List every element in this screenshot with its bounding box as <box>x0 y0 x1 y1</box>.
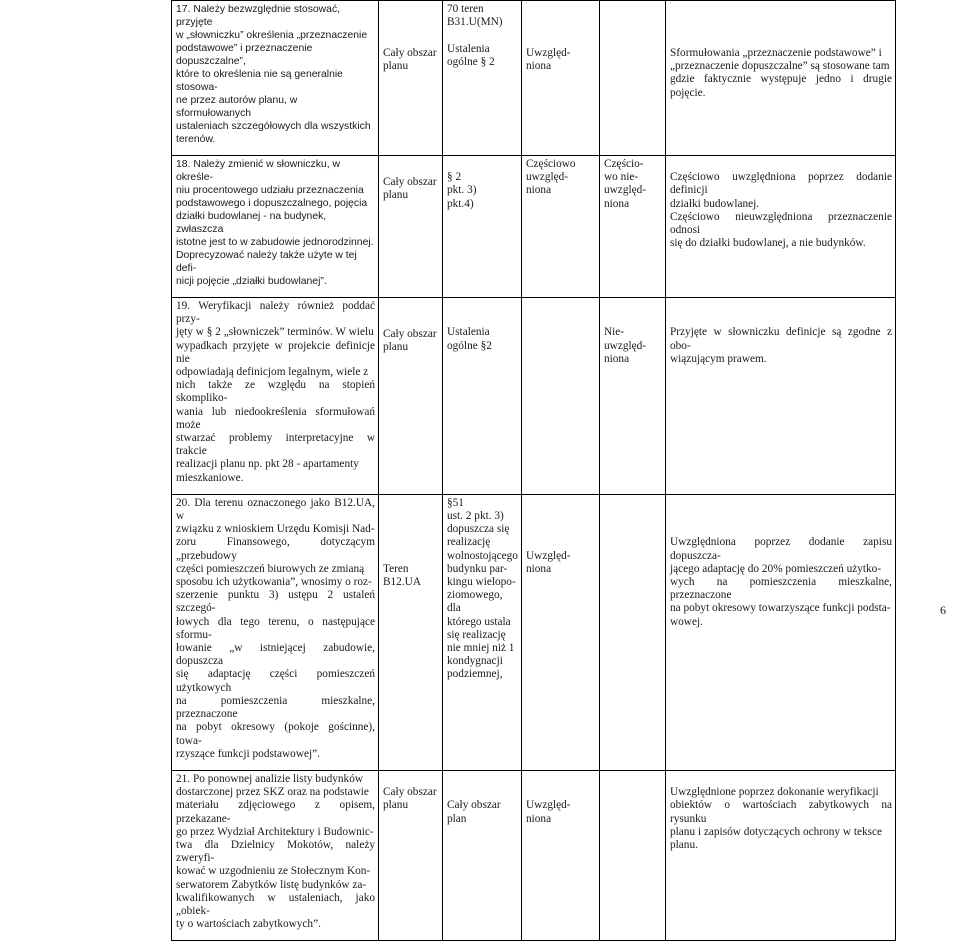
remark-paragraph: 17. Należy bezwzględnie stosować, przyjęte w „słowniczku” określenia „przeznaczenie podstawowe” i przeznaczenie dopuszczalne”, które to określenia nie są generalnie stosowa- ne przez autorów planu, w sformułowanych ustaleniach szczegółowych dla wszystkich terenów. <box>176 4 371 145</box>
provision-text: §51 ust. 2 pkt. 3) dopuszcza się realizację wolnostojącego budynku par- kingu wielopo- ziomowego, dla którego ustala się realizację nie mniej niż 1 kondygnacji podziemnej, <box>447 496 518 681</box>
provision-text: Cały obszar plan <box>447 799 501 825</box>
remark-paragraph: 19. Weryfikacji należy również poddać przy- jęty w § 2 „słowniczek” terminów. W wielu wypadkach przyjęte w projekcie definicje nie odpowiadają definicjom legalnym, wiele z nich także ze względu na stopień skompliko- wania lub niedookreślenia sformułowań może stwarzać problemy interpretacyjne w trakcie realizacji planu np. pkt 28 - apartamenty mieszkaniowe. <box>176 300 375 484</box>
justification-cell <box>666 156 896 298</box>
decision-text: Uwzględ- niona <box>526 799 571 825</box>
decision-cell <box>522 298 600 495</box>
area-cell <box>379 1 443 156</box>
justification-text: Częściowo uwzględniona poprzez dodanie definicji działki budowlanej. Częściowo nieuwzględniona przeznaczenie odnosi się do działki budowlanej, a nie budynków. <box>670 171 892 250</box>
remark-paragraph: 21. Po ponownej analizie listy budynków dostarczonej przez SKZ oraz na podstawie materiału zdjęciowego z opisem, przekazane- go przez Wydział Architektury i Budownic- twa dla Dzielnicy Mokotów, należy zweryfi- kować w uzgodnieniu ze Stołecznym Kon- serwatorem Zabytków listę budynków za- kwalifikowanych w ustaleniach, jako „obiek- ty o wartościach zabytkowych”. <box>176 772 375 931</box>
area-text: Cały obszar planu <box>383 786 437 812</box>
provision-text: § 2 pkt. 3) pkt.4) <box>447 171 477 210</box>
table-row <box>172 770 896 940</box>
remark-text-cell <box>172 770 379 940</box>
rejection-text: Częścio- wo nie- uwzględ- niona <box>604 158 647 210</box>
table-row <box>172 494 896 770</box>
area-cell <box>379 298 443 495</box>
provision-text: 70 teren B31.U(MN) Ustalenia ogólne § 2 <box>447 3 503 68</box>
rejection-cell <box>600 494 666 770</box>
rejection-cell <box>600 156 666 298</box>
remark-paragraph: 18. Należy zmienić w słowniczku, w określe- niu procentowego udziału przeznaczenia podstawowego i dopuszczalnego, pojęcia działki budowlanej - na budynek, zwłaszcza istotne jest to w zabudowie jednorodzinnej. Doprecyzować należy także użyte w tej defi- nicji pojęcie „działki budowlanej”. <box>176 159 374 287</box>
table-row <box>172 156 896 298</box>
decision-text: Uwzględ- niona <box>526 549 571 575</box>
rejection-text: Nie- uwzględ- niona <box>604 326 647 365</box>
area-cell <box>379 770 443 940</box>
provision-cell <box>443 770 522 940</box>
remarks-table <box>171 0 896 941</box>
area-cell <box>379 156 443 298</box>
rejection-cell <box>600 298 666 495</box>
table-row <box>172 1 896 156</box>
remark-text-cell <box>172 156 379 298</box>
remark-text-cell <box>172 494 379 770</box>
justification-cell <box>666 494 896 770</box>
remark-text-cell <box>172 298 379 495</box>
justification-cell <box>666 770 896 940</box>
justification-text: Uwzględnione poprzez dokonanie weryfikacji obiektów o wartościach zabytkowych na rysunku planu i zapisów dotyczących ochrony w teksce planu. <box>670 786 892 851</box>
decision-cell <box>522 494 600 770</box>
decision-text: Uwzględ- niona <box>526 47 571 73</box>
provision-cell <box>443 494 522 770</box>
decision-cell <box>522 156 600 298</box>
provision-cell <box>443 156 522 298</box>
remark-text-cell <box>172 1 379 156</box>
rejection-cell <box>600 770 666 940</box>
justification-text: Uwzględniona poprzez dodanie zapisu dopuszcza- jącego adaptację do 20% pomieszczeń użytko- wych na pomieszczenia mieszkalne, przeznaczone na pobyt okresowy towarzyszące funkcji podsta- wowej. <box>670 536 892 628</box>
decision-text: Częściowo uwzględ- niona <box>526 158 576 197</box>
decision-cell <box>522 770 600 940</box>
provision-cell <box>443 298 522 495</box>
provision-text: Ustalenia ogólne §2 <box>447 326 492 352</box>
justification-text: Przyjęte w słowniczku definicje są zgodne z obo- wiązującym prawem. <box>670 326 892 365</box>
justification-cell <box>666 1 896 156</box>
area-text: Cały obszar planu <box>383 328 437 354</box>
justification-cell <box>666 298 896 495</box>
provision-cell <box>443 1 522 156</box>
area-cell <box>379 494 443 770</box>
justification-text: Sformułowania „przeznaczenie podstawowe” i „przeznaczenie dopuszczalne” są stosowane tam gdzie faktycznie występuje jedno i drugie pojęcie. <box>670 47 892 99</box>
area-text: Teren B12.UA <box>383 562 421 589</box>
area-text: Cały obszar planu <box>383 176 437 202</box>
decision-cell <box>522 1 600 156</box>
area-text: Cały obszar planu <box>383 47 437 73</box>
table-row <box>172 298 896 495</box>
page-number: 6 <box>940 603 946 617</box>
remark-paragraph: 20. Dla terenu oznaczonego jako B12.UA, w związku z wnioskiem Urzędu Komisji Nad- zoru Finansowego, dotyczącym „przebudowy części pomieszczeń biurowych ze zmianą sposobu ich użytkowania”, wnosimy o roz- szerzenie punktu 3) ustępu 2 ustaleń szczegó- łowych dla tego terenu, o następujące sformu- łowanie „w istniejącej zabudowie, dopuszcza się adaptację części pomieszczeń użytkowych na pomieszczenia mieszkalne, przeznaczone na pobyt okresowy (pokoje gościnne), towa- rzyszące funkcji podstawowej”. <box>176 496 375 760</box>
rejection-cell <box>600 1 666 156</box>
